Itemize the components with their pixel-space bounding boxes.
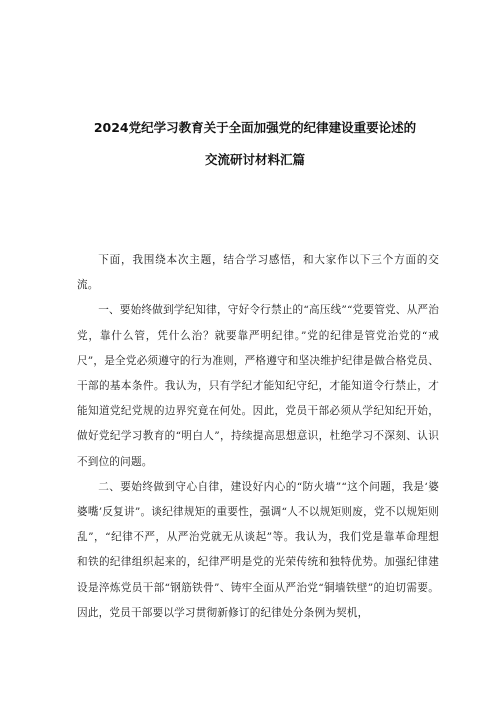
paragraph-section-1: 一、要始终做到学纪知律，守好令行禁止的“高压线”“党要管党、从严治党，靠什么管，凭什么治？就要靠严明纪律。”党的纪律是管党治党的“戒尺”，是全党必须遵守的行为准则，严格遵守和坚决维护纪律是做合格党员、干部的基本条件。我认为，只有学纪才能知纪守纪，才能知道令行禁止，才能知道党纪党规的边界究竟在何处。因此，党员干部必须从学纪知纪开始，做好党纪学习教育的“明白人”，持续提高思想意识，杜绝学习不深刻、认识不到位的问题。 (77, 304, 439, 468)
document-body (77, 248, 439, 626)
paragraph-intro: 下面，我围绕本次主题，结合学习感悟，和大家作以下三个方面的交流。 (77, 254, 439, 292)
document-title-line-2: 交流研讨材料汇篇 (204, 152, 305, 167)
document-title-line-1: 2024党纪学习教育关于全面加强党的纪律建设重要论述的 (93, 120, 417, 135)
paragraph-section-2: 二、要始终做到守心自律，建设好内心的“防火墙”“这个问题，我是‘婆婆嘴’反复讲”。谈纪律规矩的重要性，强调“人不以规矩则废，党不以规矩则乱”，“纪律不严，从严治党就无从谈起”等。我认为，我们党是靠革命理想和铁的纪律组织起来的，纪律严明是党的光荣传统和独特优势。加强纪律建设是淬炼党员干部“钢筋铁骨”、铸牢全面从严治党“铜墙铁壁”的迫切需要。因此，党员干部要以学习贯彻新修订的纪律处分条例为契机， (77, 480, 439, 619)
